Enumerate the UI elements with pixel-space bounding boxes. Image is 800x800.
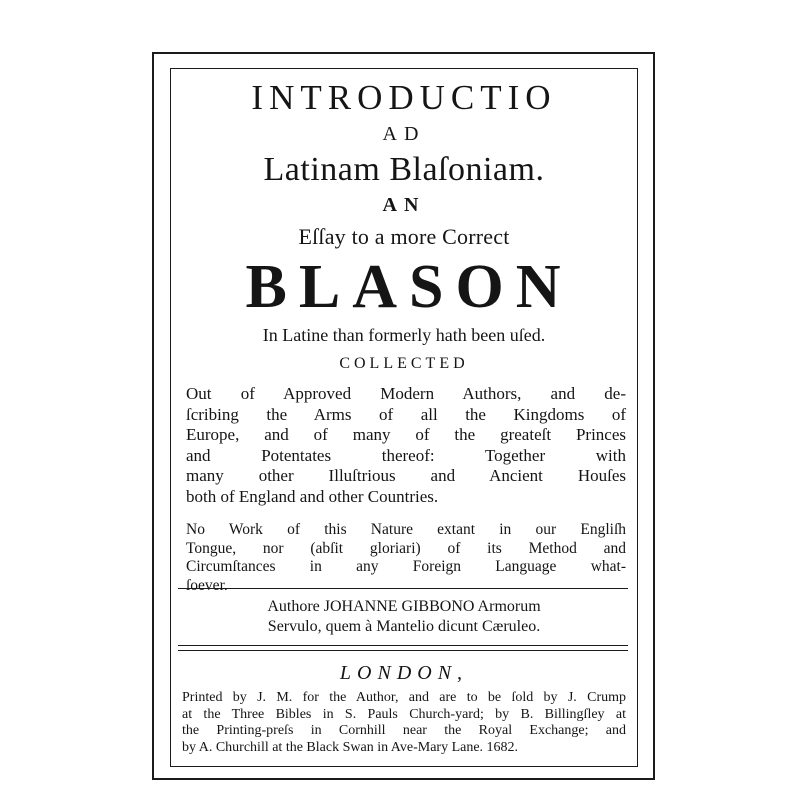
author-block bbox=[172, 597, 636, 637]
description-line: and Potentates thereof: Together with bbox=[186, 445, 626, 465]
subtitle-an: AN bbox=[382, 194, 426, 216]
place-block bbox=[172, 662, 636, 685]
divider-rule bbox=[178, 645, 628, 646]
imprint-line: by A. Churchill at the Black Swan in Ave-Mary Lane. 1682. bbox=[182, 739, 519, 755]
divider-rule bbox=[178, 650, 628, 651]
title-line-1: INTRODUCTIO bbox=[251, 78, 557, 117]
note-paragraph bbox=[182, 521, 626, 595]
description-line: many other Illuſtrious and Ancient Houſes bbox=[186, 466, 626, 485]
imprint-line: Printed by J. M. for the Author, and are to be ſold by J. Crump bbox=[182, 690, 626, 705]
description-line: ſcribing the Arms of all the Kingdoms of bbox=[186, 404, 626, 424]
title-line-2: AD bbox=[382, 123, 426, 145]
note-line: No Work of this Nature extant in our Engliſh bbox=[186, 521, 626, 538]
note-line: ſoever. bbox=[186, 576, 228, 594]
title-line-3: Latinam Blaſoniam. bbox=[263, 151, 545, 188]
imprint-line: the Printing-preſs in Cornhill near the Royal Exchange; and bbox=[182, 723, 626, 738]
subtitle-essay: Eſſay to a more Correct bbox=[298, 224, 510, 249]
description-line: Europe, and of many of the greateſt Princes bbox=[186, 425, 626, 444]
description-paragraph bbox=[182, 384, 626, 507]
description-line: both of England and other Countries. bbox=[186, 486, 439, 506]
note-line: Tongue, nor (abſit gloriari) of its Method and bbox=[186, 539, 626, 557]
place-of-publication: LONDON, bbox=[339, 662, 469, 684]
note-line: Circumſtances in any Foreign Language what- bbox=[186, 558, 626, 575]
divider-rule bbox=[178, 588, 628, 589]
imprint-block bbox=[172, 690, 636, 756]
blason-heading: BLASON bbox=[245, 253, 573, 321]
imprint-paragraph bbox=[182, 690, 626, 756]
collected-heading: COLLECTED bbox=[339, 355, 469, 372]
imprint-line: at the Three Bibles in S. Pauls Church-yard; by B. Billingſley at bbox=[182, 706, 626, 722]
author-line-1: Authore JOHANNE GIBBONO Armorum bbox=[267, 598, 541, 615]
description-line: Out of Approved Modern Authors, and de- bbox=[186, 384, 626, 403]
in-latine-line: In Latine than formerly hath been uſed. bbox=[262, 325, 546, 345]
author-line-2: Servulo, quem à Mantelio dicunt Cæruleo. bbox=[267, 618, 541, 635]
